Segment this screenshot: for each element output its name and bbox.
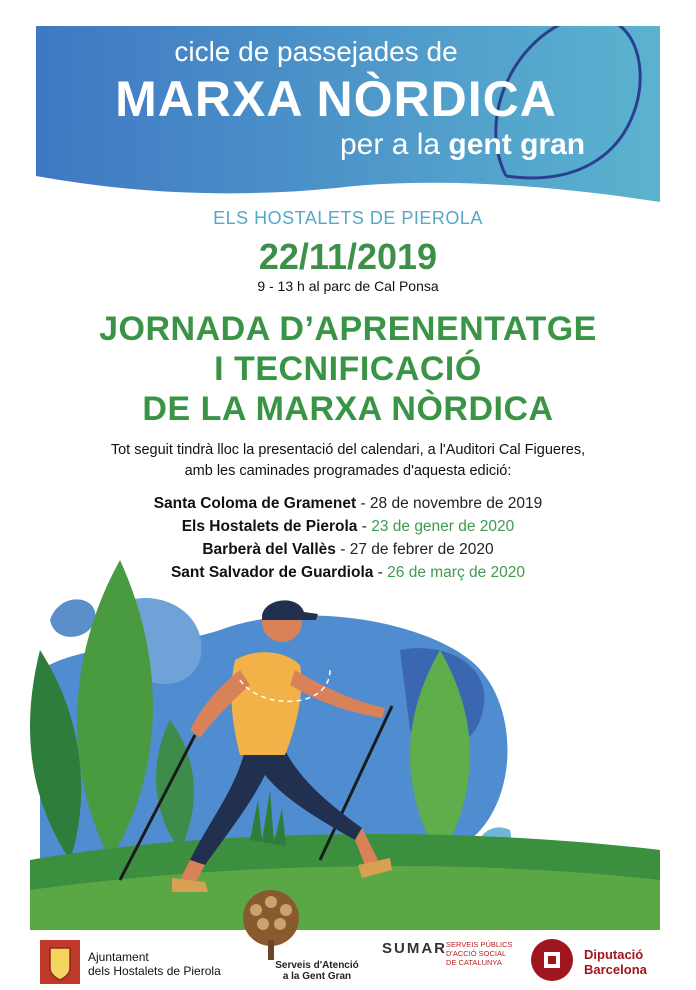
audience-bold: gent gran <box>448 128 586 161</box>
sumar-sub-line-2: D'ACCIÓ SOCIAL <box>446 949 507 958</box>
sumar-logo-text: SUMAR <box>382 940 447 957</box>
intro-text <box>0 440 696 482</box>
ajuntament-line-2: dels Hostalets de Pierola <box>88 964 221 978</box>
blue-blob-left <box>50 599 95 637</box>
serveis-name <box>262 960 372 982</box>
schedule-place: Els Hostalets de Pierola <box>181 518 358 535</box>
serveis-tree-logo <box>236 888 306 962</box>
intro-line-1: Tot seguit tindrà lloc la presentació del calendari, a l'Auditori Cal Figueres, <box>110 442 586 458</box>
headline-line-1: JORNADA D’APRENENTATGE <box>99 310 597 348</box>
town-name: ELS HOSTALETS DE PIEROLA <box>213 208 483 228</box>
intro-line-2: amb les caminades programades d'aquesta edició: <box>184 463 512 479</box>
sumar-sub-line-3: DE CATALUNYA <box>446 958 502 967</box>
nordic-walker-illustration <box>0 560 696 940</box>
schedule-date: 27 de febrer de 2020 <box>349 541 494 558</box>
event-date: 22/11/2019 <box>258 236 438 277</box>
schedule-date: 23 de gener de 2020 <box>371 518 515 535</box>
headline-line-3: DE LA MARXA NÒRDICA <box>142 390 554 428</box>
ajuntament-line-1: Ajuntament <box>88 950 149 964</box>
schedule-date: 28 de novembre de 2019 <box>369 495 543 512</box>
schedule-item: Barberà del Vallès - 27 de febrer de 2020 <box>202 541 494 558</box>
audience-line <box>250 128 630 162</box>
headline-line-2: I TECNIFICACIÓ <box>214 350 482 388</box>
schedule-date: 26 de març de 2020 <box>387 564 526 581</box>
series-line: cicle de passejades de <box>174 36 458 67</box>
sumar-subtitle <box>446 940 526 967</box>
schedule-item: Sant Salvador de Guardiola - 26 de març de 2020 <box>170 564 526 581</box>
main-title: MARXA NÒRDICA <box>115 71 557 127</box>
sumar-sub-line-1: SERVEIS PÚBLICS <box>446 940 513 949</box>
ajuntament-logo <box>40 940 80 984</box>
diputacio-logo <box>530 938 574 982</box>
serveis-line-2: a la Gent Gran <box>282 971 352 982</box>
schedule-place: Barberà del Vallès <box>202 541 336 558</box>
walker-cap <box>262 600 318 620</box>
schedule-place: Sant Salvador de Guardiola <box>170 564 374 581</box>
diputacio-line-1: Diputació <box>584 947 644 962</box>
serveis-line-1: Serveis d'Atenció <box>275 960 359 971</box>
schedule-item: Santa Coloma de Gramenet - 28 de novembre de 2019 <box>153 495 543 512</box>
diputacio-line-2: Barcelona <box>584 962 647 977</box>
schedule-item: Els Hostalets de Pierola - 23 de gener de 2020 <box>181 518 515 535</box>
audience-prefix: per a la <box>340 128 441 161</box>
event-time: 9 - 13 h al parc de Cal Ponsa <box>257 278 439 294</box>
ajuntament-name <box>88 950 248 978</box>
schedule-place: Santa Coloma de Gramenet <box>153 495 357 512</box>
diputacio-name <box>584 947 684 977</box>
